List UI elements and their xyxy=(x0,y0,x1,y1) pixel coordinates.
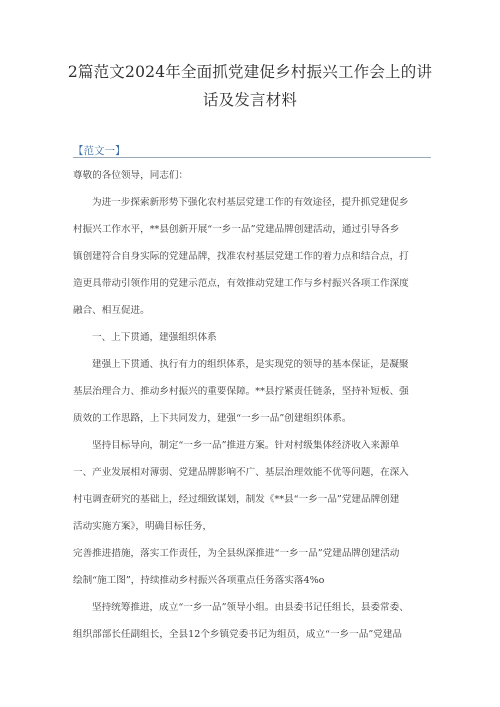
body-line: 坚持目标导向，制定“一乡一品”推进方案。针对村级集体经济收入来源单 xyxy=(92,440,400,451)
body-line: 镇创建符合自身实际的党建品牌，找准农村基层党建工作的着力点和结合点，打 xyxy=(73,251,409,262)
body-line: 尊敬的各位领导，同志们： xyxy=(73,170,189,181)
body-line: 融合、相互促进。 xyxy=(73,305,150,316)
body-line: 绘制“施工图”，持续推动乡村振兴各项重点任务落实落4%o xyxy=(73,575,325,586)
section-tag: 【范文一】 xyxy=(73,145,126,157)
body-line: 村振兴工作水平，**县创新开展“一乡一品”党建品牌创建活动，通过引导各乡 xyxy=(73,224,400,235)
section-heading: 一、上下贯通，建强组织体系 xyxy=(92,332,217,343)
body-line: 为进一步探索新形势下强化农村基层党建工作的有效途径，提升抓党建促乡 xyxy=(92,197,409,208)
body-line: 村屯调查研究的基础上，经过细致谋划，制发《**县“一乡一品”党建品牌创建 xyxy=(73,494,400,505)
body-line: 建强上下贯通、执行有力的组织体系，是实现党的领导的基本保证，是凝聚 xyxy=(92,359,409,370)
body-line: 质效的工作思路，上下共同发力，建强“一乡一品”创建组织体系。 xyxy=(73,413,352,424)
body-line: 坚持统筹推进，成立“一乡一品”领导小组。由县委书记任组长，县委常委、 xyxy=(92,602,409,613)
document-title-line-2: 话及发言材料 xyxy=(202,91,298,109)
body-line: 活动实施方案》，明确目标任务， xyxy=(73,521,213,532)
body-line: 造更具带动引领作用的党建示范点，有效推动党建工作与乡村振兴各项工作深度 xyxy=(73,278,409,289)
body-line: 组织部部长任副组长，全县12个乡镇党委书记为组员，成立“一乡一品”党建品 xyxy=(73,629,403,640)
document-title-line-1: 2篇范文2024年全面抓党建促乡村振兴工作会上的讲 xyxy=(67,63,433,81)
body-line: 完善推进措施，落实工作责任，为全县纵深推进“一乡一品”党建品牌创建活动 xyxy=(73,548,400,559)
body-line: 基层治理合力、推动乡村振兴的重要保障。**县拧紧责任链条，坚持补短板、强 xyxy=(73,386,409,397)
body-line: 一、产业发展相对薄弱、党建品牌影响不广、基层治理效能不优等问题，在深入 xyxy=(73,467,409,478)
section-divider xyxy=(73,157,431,158)
